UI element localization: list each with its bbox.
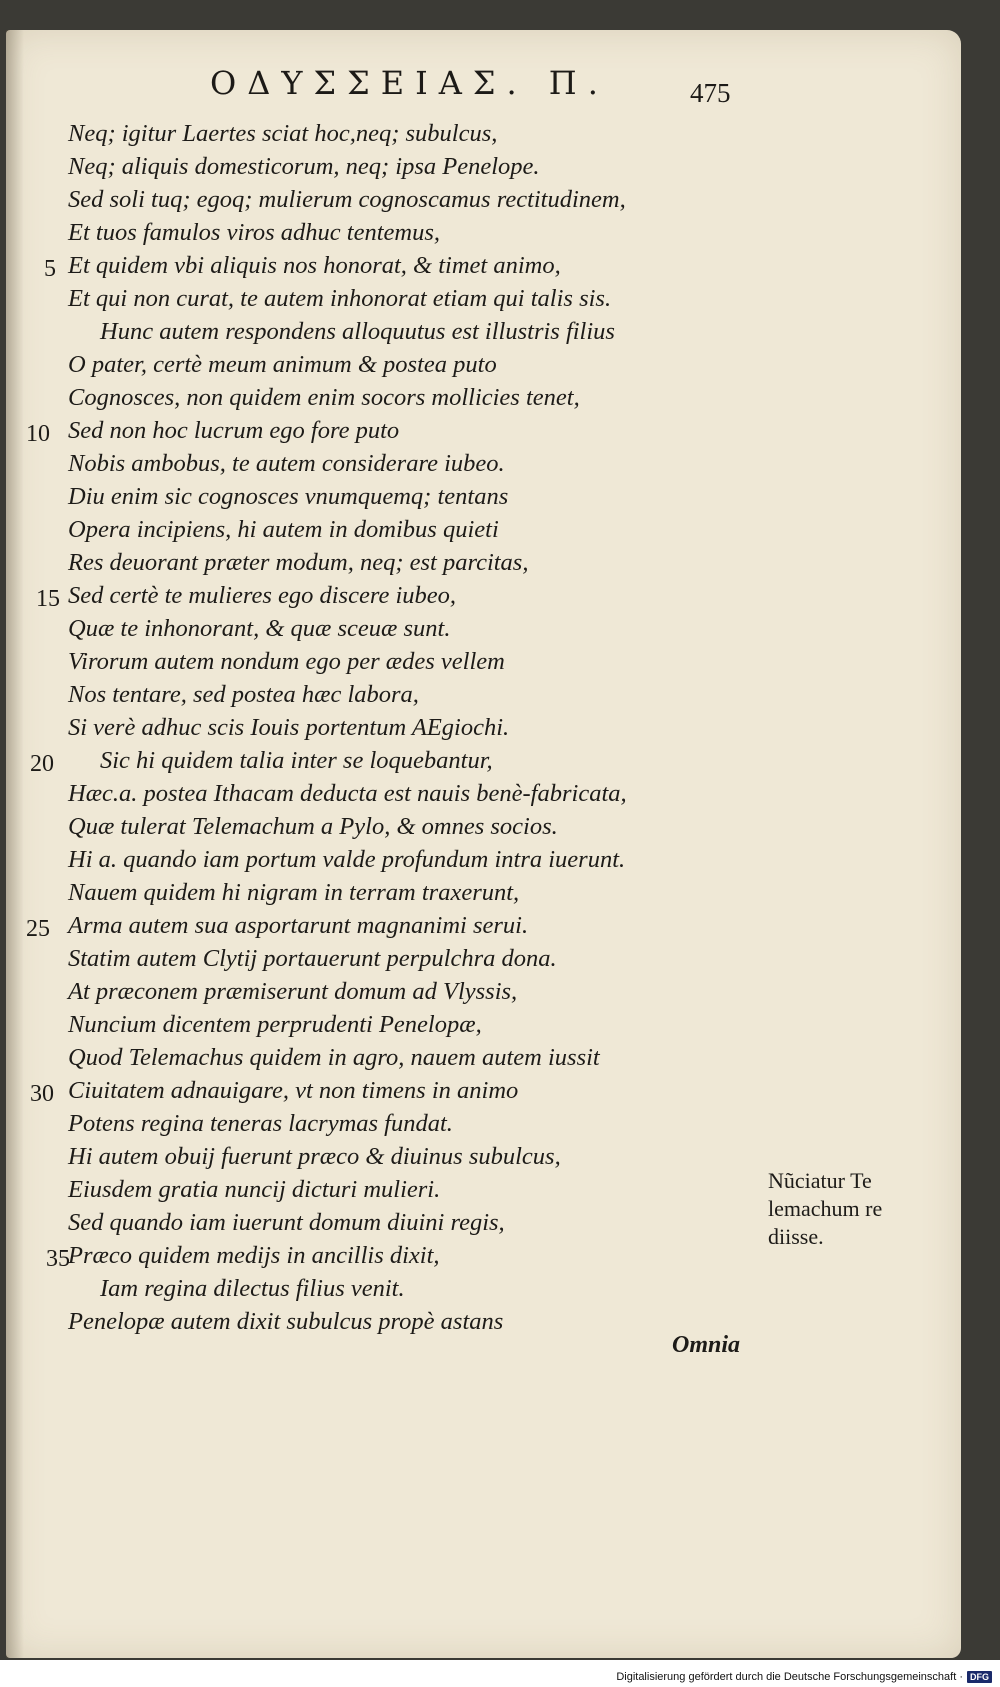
text-line: Hi autem obuij fuerunt præco & diuinus subulcus, — [68, 1143, 561, 1170]
text-line: Sic hi quidem talia inter se loquebantur, — [100, 747, 493, 774]
text-line: At præconem præmiserunt domum ad Vlyssis, — [68, 978, 518, 1005]
text-line: Quod Telemachus quidem in agro, nauem autem iussit — [68, 1044, 600, 1071]
text-line: Sed non hoc lucrum ego fore puto — [68, 417, 400, 444]
text-line: Penelopæ autem dixit subulcus propè astans — [68, 1308, 504, 1335]
line-number: 10 — [26, 421, 50, 447]
text-line: Hi a. quando iam portum valde profundum intra iuerunt. — [68, 846, 626, 873]
text-line: Hæc.a. postea Ithacam deducta est nauis benè-fabricata, — [68, 780, 627, 807]
text-line: Et quidem vbi aliquis nos honorat, & timet animo, — [68, 252, 561, 279]
text-line: Diu enim sic cognosces vnumquemq; tentans — [68, 483, 509, 510]
text-line: Neq; aliquis domesticorum, neq; ipsa Penelope. — [68, 153, 540, 180]
text-line: O pater, certè meum animum & postea puto — [68, 351, 497, 378]
text-line: Nuncium dicentem perprudenti Penelopæ, — [68, 1011, 482, 1038]
text-line: Hunc autem respondens alloquutus est illustris filius — [100, 318, 615, 345]
text-line: Sed quando iam iuerunt domum diuini regis, — [68, 1209, 505, 1236]
running-head: ΟΔΥΣΣΕΙΑΣ. Π. — [210, 64, 609, 102]
text-line: Sed certè te mulieres ego discere iubeo, — [68, 582, 457, 609]
text-line: Ciuitatem adnauigare, vt non timens in animo — [68, 1077, 519, 1104]
text-line: Quæ te inhonorant, & quæ sceuæ sunt. — [68, 615, 451, 642]
marginal-note-line: diisse. — [768, 1224, 824, 1249]
page-gutter — [6, 30, 24, 1658]
text-line: Quæ tulerat Telemachum a Pylo, & omnes socios. — [68, 813, 558, 840]
line-number: 15 — [36, 586, 60, 612]
text-line: Nauem quidem hi nigram in terram traxerunt, — [68, 879, 520, 906]
text-line: Virorum autem nondum ego per ædes vellem — [68, 648, 505, 675]
line-number: 25 — [26, 916, 50, 942]
marginal-note-line: Nũciatur Te — [768, 1168, 872, 1193]
text-line: Et tuos famulos viros adhuc tentemus, — [68, 219, 441, 246]
page-number: 475 — [690, 78, 731, 108]
text-line: Si verè adhuc scis Iouis portentum AEgiochi. — [68, 714, 510, 741]
text-line: Neq; igitur Laertes sciat hoc,neq; subulcus, — [68, 120, 498, 147]
text-line: Opera incipiens, hi autem in domibus quieti — [68, 516, 499, 543]
catchword: Omnia — [672, 1332, 741, 1358]
text-line: Arma autem sua asportarunt magnanimi serui. — [68, 912, 529, 939]
text-line: Iam regina dilectus filius venit. — [100, 1275, 405, 1302]
text-line: Cognosces, non quidem enim socors mollicies tenet, — [68, 384, 580, 411]
text-line: Nos tentare, sed postea hæc labora, — [68, 681, 419, 708]
line-number: 30 — [30, 1081, 54, 1107]
line-number: 5 — [44, 256, 56, 282]
text-line: Res deuorant præter modum, neq; est parcitas, — [68, 549, 529, 576]
text-line: Præco quidem medijs in ancillis dixit, — [68, 1242, 440, 1269]
text-line: Statim autem Clytij portauerunt perpulchra dona. — [68, 945, 557, 972]
line-number: 35 — [46, 1246, 70, 1272]
text-line: Sed soli tuq; egoq; mulierum cognoscamus rectitudinem, — [68, 186, 626, 213]
text-line: Nobis ambobus, te autem considerare iubeo. — [68, 450, 505, 477]
dfg-logo-icon: DFG — [967, 1671, 992, 1683]
text-line: Potens regina teneras lacrymas fundat. — [68, 1110, 453, 1137]
text-line: Eiusdem gratia nuncij dicturi mulieri. — [68, 1176, 441, 1203]
line-number: 20 — [30, 751, 54, 777]
text-line: Et qui non curat, te autem inhonorat etiam qui talis sis. — [68, 285, 612, 312]
footer-text: Digitalisierung gefördert durch die Deutsche Forschungsgemeinschaft · — [616, 1671, 963, 1683]
digitization-footer — [616, 1671, 992, 1683]
marginal-note-line: lemachum re — [768, 1196, 883, 1221]
